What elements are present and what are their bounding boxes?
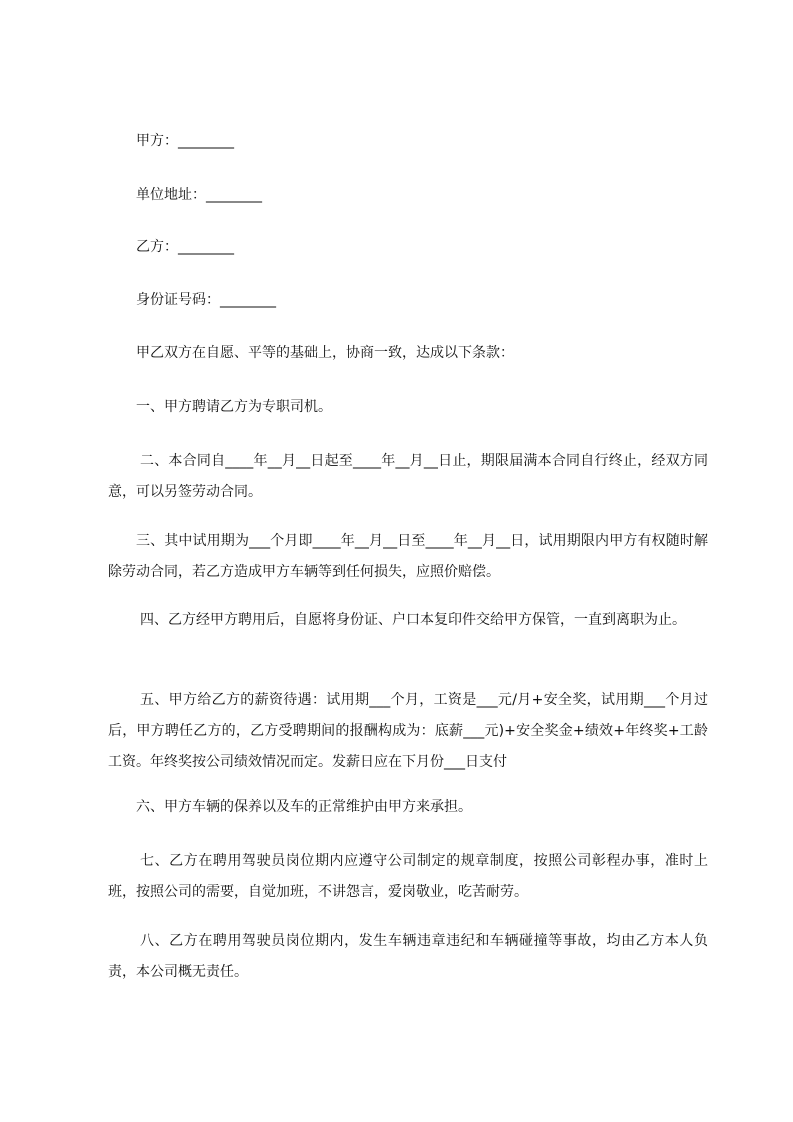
clause-5: 五、甲方给乙方的薪资待遇：试用期___个月，工资是___元/月+安全奖，试用期___个月过后，甲方聘任乙方的，乙方受聘期间的报酬构成为：底薪___元)+安全奖金+绩效+年终奖+工龄工资。年终奖按公司绩效情况而定。发薪日应在下月份___日支付 — [108, 692, 708, 770]
clause-4: 四、乙方经甲方聘用后，自愿将身份证、户口本复印件交给甲方保管，一直到离职为止。 — [140, 612, 686, 628]
party-a-field: 甲方：________ — [136, 133, 234, 149]
preamble: 甲乙双方在自愿、平等的基础上，协商一致，达成以下条款： — [136, 345, 514, 361]
id-number-field: 身份证号码：________ — [136, 292, 276, 308]
clause-7: 七、乙方在聘用驾驶员岗位期内应遵守公司制定的规章制度，按照公司彰程办事，准时上班，按照公司的需要，自觉加班，不讲怨言，爱岗敬业，吃苦耐劳。 — [108, 853, 708, 900]
clause-6: 六、甲方车辆的保养以及车的正常维护由甲方来承担。 — [136, 799, 472, 815]
clause-2: 二、本合同自____年__月__日起至____年__月__日止，期限届满本合同自行终止，经双方同意，可以另签劳动合同。 — [108, 453, 708, 500]
party-b-field: 乙方：________ — [136, 239, 234, 255]
clause-1: 一、甲方聘请乙方为专职司机。 — [136, 399, 332, 415]
clause-3: 三、其中试用期为___个月即____年__月__日至____年__月__日，试用期限内甲方有权随时解除劳动合同，若乙方造成甲方车辆等到任何损失，应照价赔偿。 — [108, 533, 708, 580]
clause-8: 八、乙方在聘用驾驶员岗位期内，发生车辆违章违纪和车辆碰撞等事故，均由乙方本人负责，本公司概无责任。 — [108, 933, 708, 980]
address-field: 单位地址：________ — [136, 187, 262, 203]
